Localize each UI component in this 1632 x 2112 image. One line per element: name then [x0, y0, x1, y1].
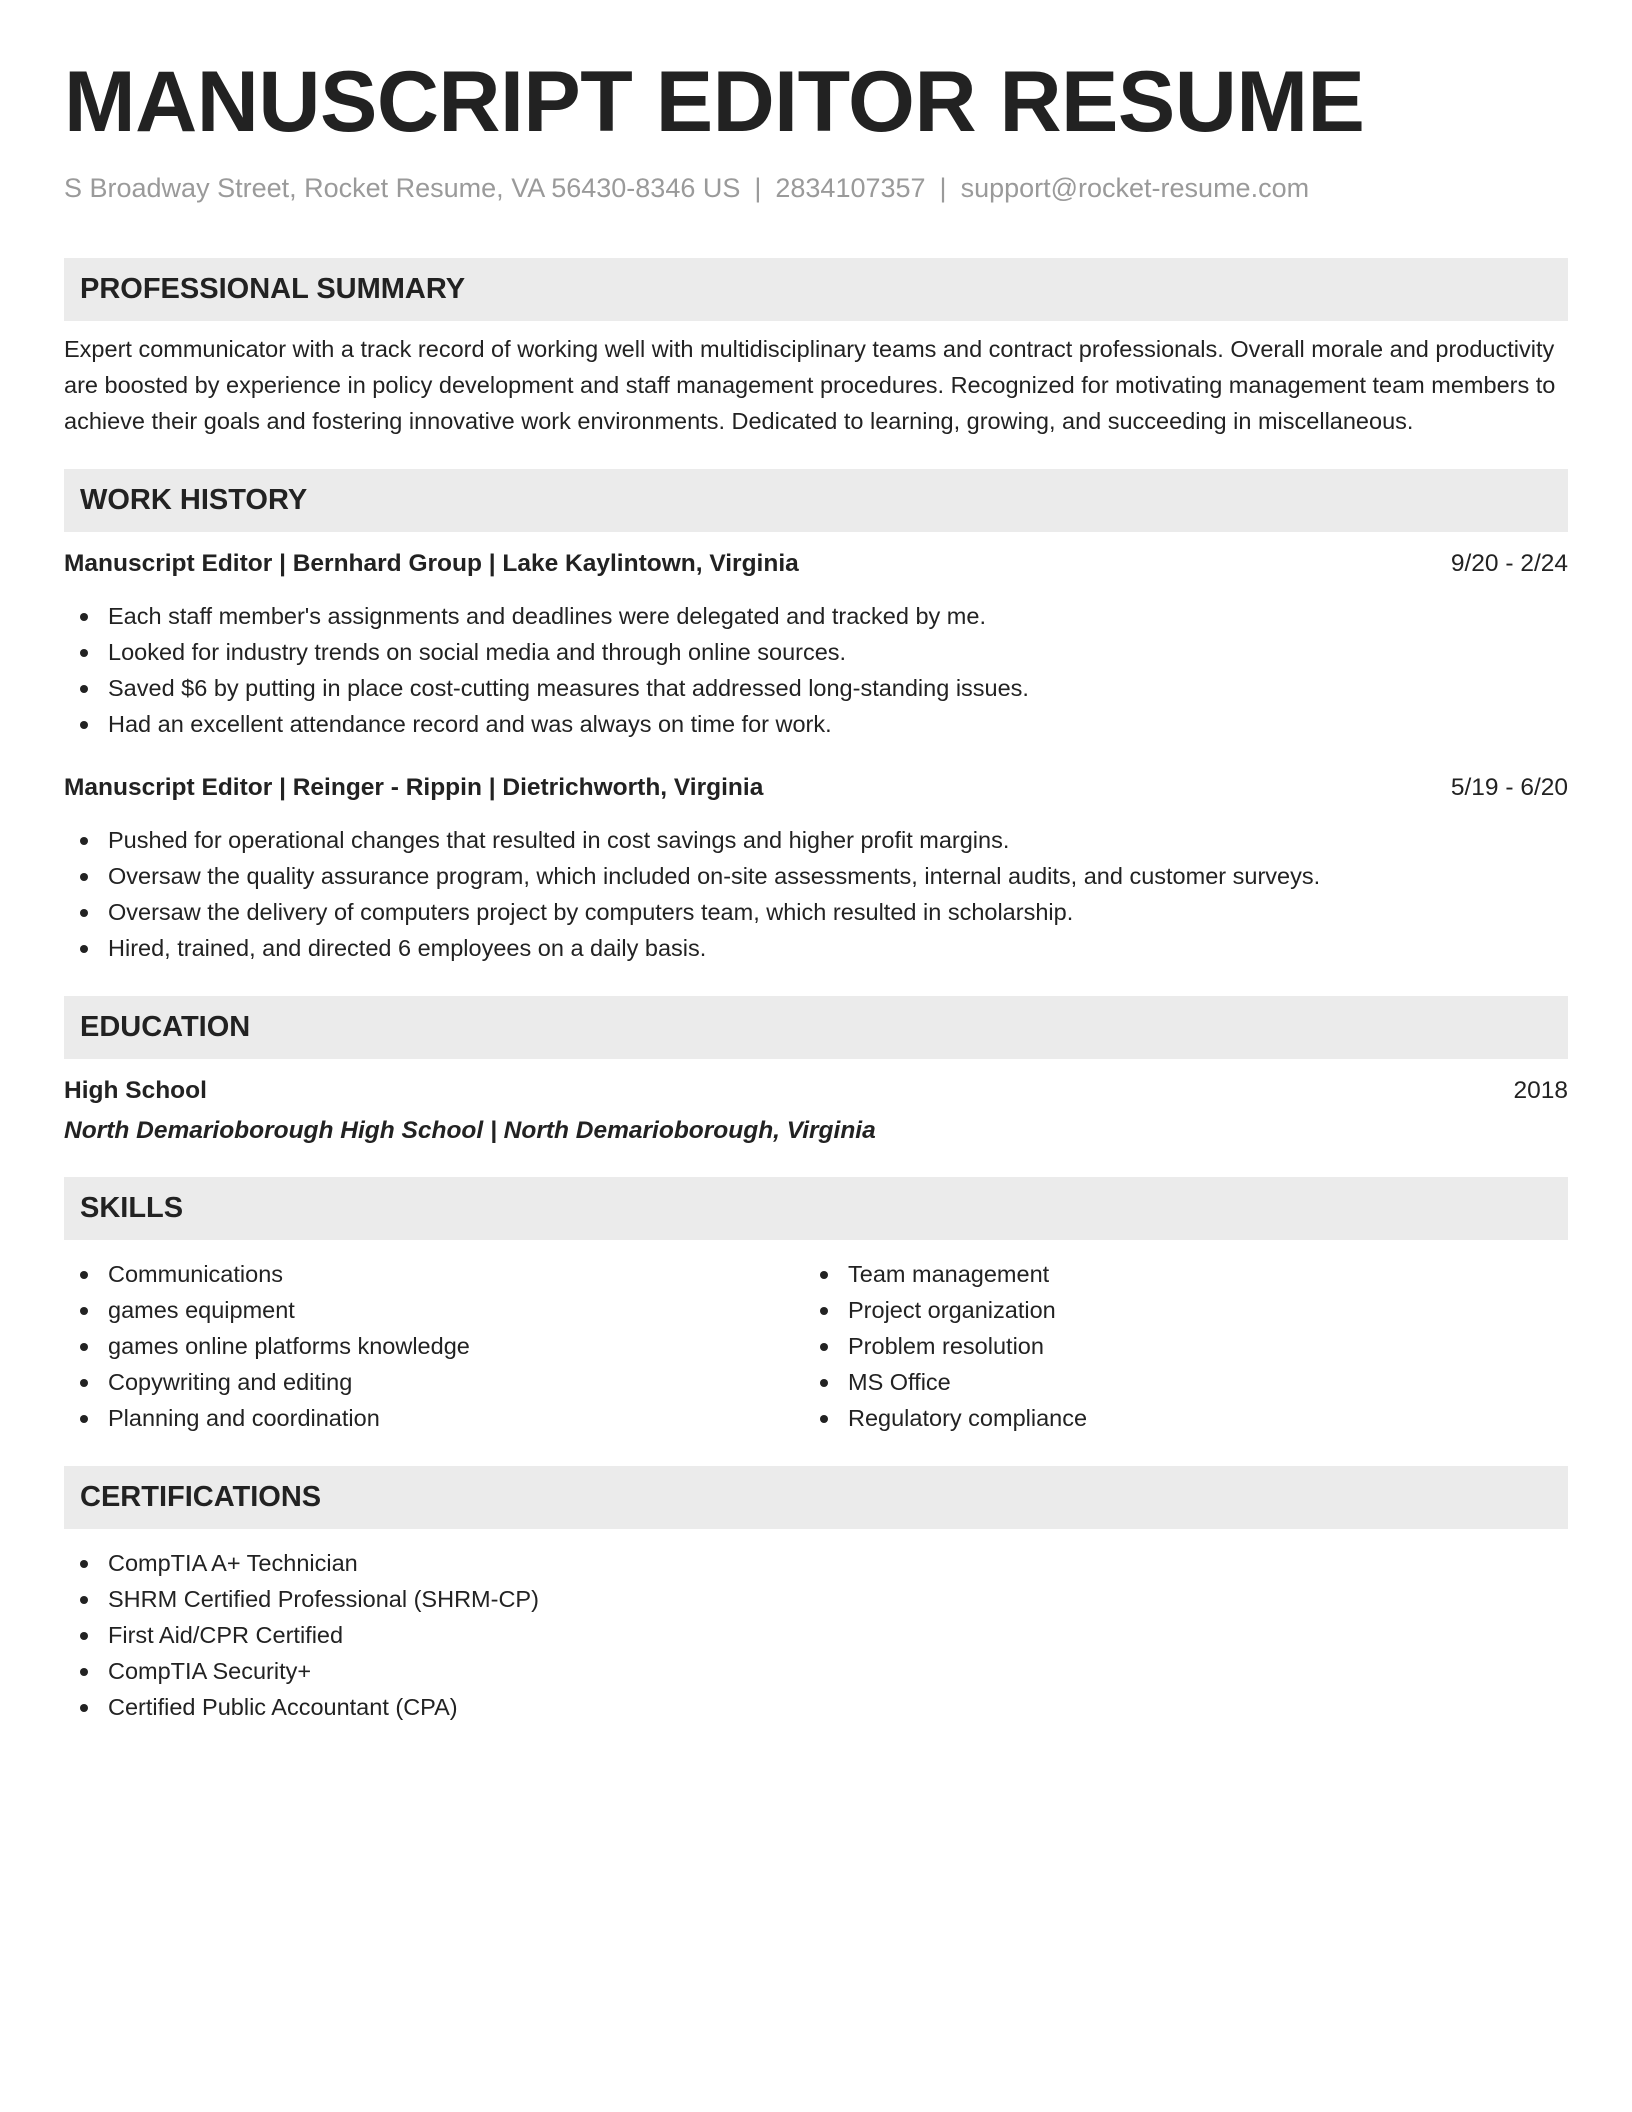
job-bullet: Saved $6 by putting in place cost-cutting measures that addressed long-standing issues.	[64, 670, 1568, 706]
job-dates: 9/20 - 2/24	[1450, 550, 1568, 577]
skill-item: Project organization	[804, 1292, 1544, 1328]
job-header	[64, 772, 1568, 804]
skill-item: games equipment	[64, 1292, 804, 1328]
education-year: 2018	[1513, 1077, 1568, 1104]
skill-item: Planning and coordination	[64, 1400, 804, 1436]
education-degree: High School	[64, 1077, 207, 1104]
skill-item: Communications	[64, 1256, 804, 1292]
job-bullet: Pushed for operational changes that resulted in cost savings and higher profit margins.	[64, 822, 1568, 858]
section-heading-work-history: WORK HISTORY	[64, 469, 1568, 532]
job-bullet: Had an excellent attendance record and was always on time for work.	[64, 706, 1568, 742]
skill-item: MS Office	[804, 1364, 1544, 1400]
job-title: Manuscript Editor | Reinger - Rippin | Dietrichworth, Virginia	[64, 774, 764, 801]
skills-list	[64, 1256, 804, 1436]
job-bullet: Hired, trained, and directed 6 employees on a daily basis.	[64, 930, 1568, 966]
skill-item: Problem resolution	[804, 1328, 1544, 1364]
skill-item: games online platforms knowledge	[64, 1328, 804, 1364]
job-bullet: Each staff member's assignments and deadlines were delegated and tracked by me.	[64, 598, 1568, 634]
job-dates: 5/19 - 6/20	[1450, 774, 1568, 801]
certification-item: Certified Public Accountant (CPA)	[64, 1689, 1568, 1725]
certification-item: First Aid/CPR Certified	[64, 1617, 1568, 1653]
job-header	[64, 548, 1568, 580]
section-heading-education: EDUCATION	[64, 996, 1568, 1059]
job-title: Manuscript Editor | Bernhard Group | Lake Kaylintown, Virginia	[64, 550, 799, 577]
skill-item: Regulatory compliance	[804, 1400, 1544, 1436]
job-bullets	[64, 598, 1568, 742]
job-bullets	[64, 822, 1568, 966]
certification-item: CompTIA Security+	[64, 1653, 1568, 1689]
education-header	[64, 1075, 1568, 1107]
education-entry	[64, 1075, 1568, 1147]
summary-text: Expert communicator with a track record of working well with multidisciplinary teams and contract professionals. Overall morale and productivity are boosted by experience in policy development and staff management procedures. Recognized for motivating management team members to achieve their goals and fostering innovative work environments. Dedicated to learning, growing, and succeeding in miscellaneous.	[64, 336, 1556, 434]
contact-separator: |	[939, 173, 947, 203]
skills-column-left	[64, 1256, 804, 1436]
job-bullet: Oversaw the quality assurance program, which included on-site assessments, internal audits, and customer surveys.	[64, 858, 1568, 894]
job-entry	[64, 772, 1568, 966]
section-heading-summary: PROFESSIONAL SUMMARY	[64, 258, 1568, 321]
certification-item: CompTIA A+ Technician	[64, 1545, 1568, 1581]
job-bullet: Oversaw the delivery of computers project by computers team, which resulted in scholarship.	[64, 894, 1568, 930]
contact-phone: 2834107357	[775, 173, 926, 203]
resume-title: MANUSCRIPT EDITOR RESUME	[64, 54, 1365, 150]
skill-item: Copywriting and editing	[64, 1364, 804, 1400]
contact-email: support@rocket-resume.com	[960, 173, 1310, 203]
skill-item: Team management	[804, 1256, 1544, 1292]
certification-item: SHRM Certified Professional (SHRM-CP)	[64, 1581, 1568, 1617]
skills-grid	[64, 1256, 1568, 1436]
resume-page	[64, 52, 1568, 1725]
contact-separator: |	[754, 173, 762, 203]
education-school: North Demarioborough High School | North Demarioborough, Virginia	[64, 1117, 876, 1144]
section-heading-skills: SKILLS	[64, 1177, 1568, 1240]
skills-column-right	[804, 1256, 1544, 1436]
skills-list	[804, 1256, 1544, 1436]
contact-line	[64, 172, 1568, 204]
certifications-list	[64, 1545, 1568, 1725]
section-heading-certifications: CERTIFICATIONS	[64, 1466, 1568, 1529]
job-bullet: Looked for industry trends on social media and through online sources.	[64, 634, 1568, 670]
contact-address: S Broadway Street, Rocket Resume, VA 56430-8346 US	[64, 173, 741, 203]
job-entry	[64, 548, 1568, 742]
